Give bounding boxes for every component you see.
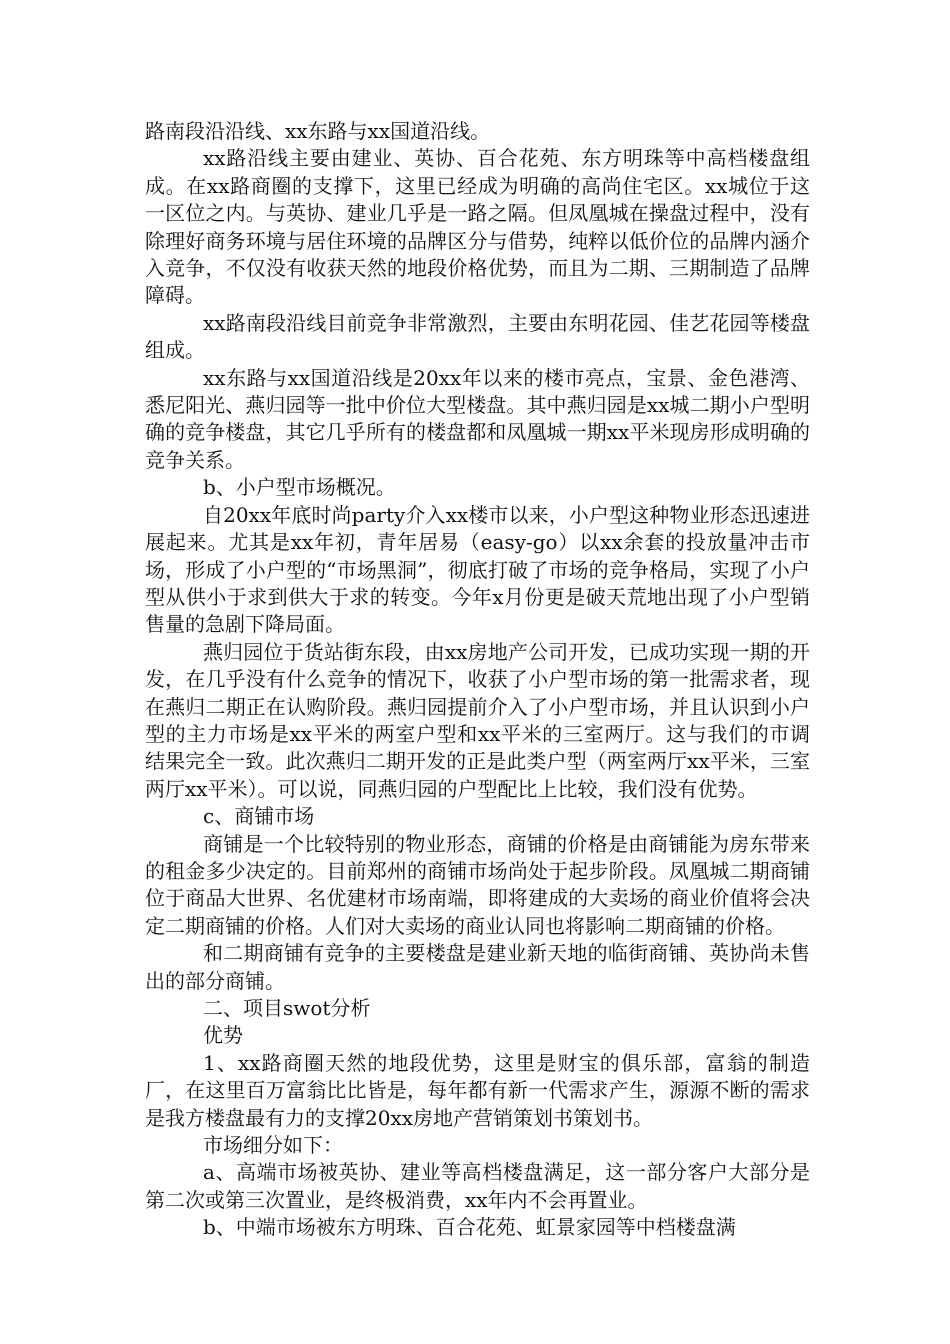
paragraph-continuation: 路南段沿沿线、xx东路与xx国道沿线。	[145, 119, 491, 143]
paragraph-xx-road-corridor: xx路沿线主要由建业、英协、百合花苑、东方明珠等中高档楼盘组成。在xx路商圈的支撑下，这里已经成为明确的高尚住宅区。xx城位于这一区位之内。与英协、建业几乎是一路之隔。但凤凰城在操盘过程中，没有除理好商务环境与居住环境的品牌区分与借势，纯粹以低价位的品牌内涵介入竞争，不仅没有收获天然的地段价格优势，而且为二期、三期制造了品牌障碍。	[145, 146, 810, 308]
paragraph-small-unit-trend: 自20xx年底时尚party介入xx楼市以来，小户型这种物业形态迅速进展起来。尤其是xx年初，青年居易（easy-go）以xx余套的投放量冲击市场，形成了小户型的“市场黑洞”，彻底打破了市场的竞争格局，实现了小户型从供小于求到供大于求的转变。今年x月份更是破天荒地出现了小户型销售量的急剧下降局面。	[145, 502, 810, 637]
paragraph-shop-competitors: 和二期商铺有竞争的主要楼盘是建业新天地的临街商铺、英协尚未售出的部分商铺。	[145, 941, 810, 993]
heading-swot-analysis: 二、项目swot分析	[203, 996, 371, 1020]
heading-shop-market: c、商铺市场	[203, 804, 315, 829]
paragraph-mid-end-market: b、中端市场被东方明珠、百合花苑、虹景家园等中档楼盘满	[203, 1215, 736, 1240]
paragraph-yanguiyuan: 燕归园位于货站街东段，由xx房地产公司开发，已成功实现一期的开发，在几乎没有什么竞争的情况下，收获了小户型市场的第一批需求者，现在燕归二期正在认购阶段。燕归园提前介入了小户型市场，并且认识到小户型的主力市场是xx平米的两室户型和xx平米的三室两厅。这与我们的市调结果完全一致。此次燕归二期开发的正是此类户型（两室两厅xx平米，三室两厅xx平米）。可以说，同燕归园的户型配比上比较，我们没有优势。	[145, 639, 810, 801]
paragraph-high-end-market: a、高端市场被英协、建业等高档楼盘满足，这一部分客户大部分是第二次或第三次置业，是终极消费，xx年内不会再置业。	[145, 1160, 810, 1212]
document-body	[145, 118, 810, 1242]
heading-strengths: 优势	[203, 1023, 243, 1048]
paragraph-location-advantage: 1、xx路商圈天然的地段优势，这里是财宝的俱乐部，富翁的制造厂，在这里百万富翁比比皆是，每年都有新一代需求产生，源源不断的需求是我方楼盘最有力的支撑20xx房地产营销策划书策划书。	[145, 1050, 810, 1130]
paragraph-east-road-highway: xx东路与xx国道沿线是20xx年以来的楼市亮点，宝景、金色港湾、悉尼阳光、燕归园等一批中价位大型楼盘。其中燕归园是xx城二期小户型明确的竞争楼盘，其它几乎所有的楼盘都和凤凰城一期xx平米现房形成明确的竞争关系。	[145, 365, 810, 472]
paragraph-south-section: xx路南段沿线目前竞争非常激烈，主要由东明花园、佳艺花园等楼盘组成。	[145, 310, 810, 363]
heading-market-segmentation: 市场细分如下：	[203, 1133, 343, 1158]
heading-small-unit-market: b、小户型市场概况。	[203, 475, 396, 500]
paragraph-shop-pricing: 商铺是一个比较特别的物业形态，商铺的价格是由商铺能为房东带来的租金多少决定的。目前郑州的商铺市场尚处于起步阶段。凤凰城二期商铺位于商品大世界、名优建材市场南端，即将建成的大卖场的商业价值将会决定二期商铺的价格。人们对大卖场的商业认同也将影响二期商铺的价格。	[145, 831, 810, 938]
